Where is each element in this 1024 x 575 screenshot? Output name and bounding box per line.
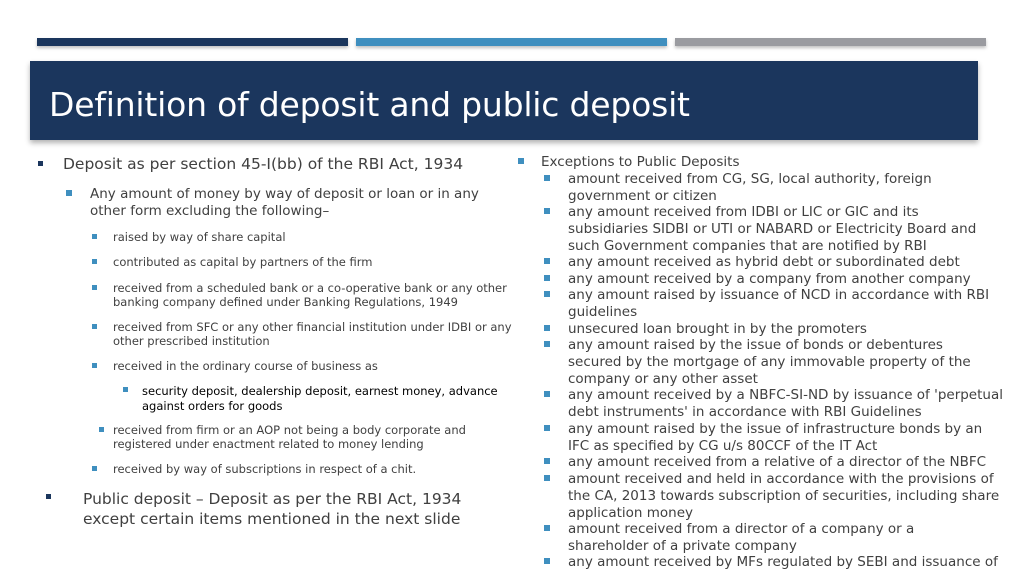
public-deposit-line2: except certain items mentioned in the next slide [83, 510, 461, 528]
bullet-icon [518, 158, 524, 164]
bullet-icon [38, 161, 43, 166]
exclusion-item: banking company defined under Banking Regulations, 1949 [113, 295, 458, 309]
bullet-icon [544, 425, 550, 431]
bullet-icon [544, 341, 550, 347]
exception-item: amount received from CG, SG, local authority, foreign [568, 171, 932, 187]
slide-title: Definition of deposit and public deposit [49, 85, 690, 124]
exception-item: company or any other asset [568, 371, 758, 387]
exception-item: any amount raised by the issue of infrastructure bonds by an [568, 421, 983, 437]
bullet-icon [99, 427, 104, 432]
bullet-icon [46, 494, 51, 499]
exclusion-item: raised by way of share capital [113, 230, 286, 244]
nested-exclusion-line2: against orders for goods [142, 399, 283, 413]
exception-item: any amount received by a company from another company [568, 271, 971, 287]
deposit-definition-line1: Any amount of money by way of deposit or loan or in any [90, 186, 479, 202]
exclusion-item: received by way of subscriptions in respect of a chit. [113, 462, 417, 476]
exception-item: guidelines [568, 304, 638, 320]
exclusion-item: registered under enactment related to money lending [113, 437, 424, 451]
exception-item: government or citizen [568, 188, 717, 204]
bullet-icon [544, 175, 550, 181]
bullet-icon [66, 190, 72, 196]
bullet-icon [92, 363, 97, 368]
exception-item: any amount received as hybrid debt or subordinated debt [568, 254, 960, 270]
bullet-icon [544, 258, 550, 264]
exception-item: such Government companies that are notified by RBI [568, 238, 927, 254]
nested-exclusion-line1: security deposit, dealership deposit, earnest money, advance [142, 384, 498, 398]
exception-item: unsecured loan brought in by the promoters [568, 321, 867, 337]
exception-item: the CA, 2013 towards subscription of securities, including share [568, 488, 1000, 504]
bullet-icon [123, 387, 128, 392]
exclusion-item: other prescribed institution [113, 334, 270, 348]
public-deposit-line1: Public deposit – Deposit as per the RBI Act, 1934 [83, 490, 462, 508]
exclusion-item: received from SFC or any other financial institution under IDBI or any [113, 320, 512, 334]
exception-item: any amount received from a relative of a director of the NBFC [568, 454, 987, 470]
exclusion-item: contributed as capital by partners of the firm [113, 255, 373, 269]
bullet-icon [544, 325, 550, 331]
bullet-icon [544, 558, 550, 564]
exception-item: IFC as specified by CG u/s 80CCF of the IT Act [568, 438, 878, 454]
exception-item: amount received and held in accordance with the provisions of [568, 471, 994, 487]
bullet-icon [92, 285, 97, 290]
exception-item: any amount received from IDBI or LIC or GIC and its [568, 204, 919, 220]
exception-item: any amount raised by the issue of bonds or debentures [568, 337, 943, 353]
bullet-icon [544, 475, 550, 481]
exception-item: amount received from a director of a company or a [568, 521, 915, 537]
accent-bar-gray [675, 38, 986, 46]
bullet-icon [544, 525, 550, 531]
bullet-icon [544, 275, 550, 281]
exclusion-item: received in the ordinary course of business as [113, 359, 378, 373]
exclusion-item: received from a scheduled bank or a co-operative bank or any other [113, 281, 507, 295]
bullet-icon [92, 234, 97, 239]
bullet-icon [544, 458, 550, 464]
exception-item: any amount received by a NBFC-SI-ND by issuance of 'perpetual [568, 387, 1003, 403]
bullet-icon [92, 324, 97, 329]
accent-bar-navy [37, 38, 348, 46]
exceptions-heading: Exceptions to Public Deposits [541, 154, 740, 170]
bullet-icon [544, 291, 550, 297]
bullet-icon [92, 466, 97, 471]
bullet-icon [92, 259, 97, 264]
bullet-icon [544, 391, 550, 397]
exception-item: subsidiaries SIDBI or UTI or NABARD or Electricity Board and [568, 221, 977, 237]
deposit-heading: Deposit as per section 45-I(bb) of the RBI Act, 1934 [63, 155, 464, 173]
exception-item: any amount raised by issuance of NCD in accordance with RBI [568, 287, 990, 303]
accent-bar-blue [356, 38, 667, 46]
exception-item: any amount received by MFs regulated by SEBI and issuance of [568, 554, 998, 570]
title-band [30, 61, 978, 140]
exception-item: debt instruments' in accordance with RBI Guidelines [568, 404, 922, 420]
exception-item: shareholder of a private company [568, 538, 797, 554]
bullet-icon [544, 208, 550, 214]
exception-item: secured by the mortgage of any immovable property of the [568, 354, 971, 370]
deposit-definition-line2: other form excluding the following– [90, 203, 330, 219]
exclusion-item: received from firm or an AOP not being a body corporate and [113, 423, 466, 437]
exception-item: application money [568, 505, 694, 521]
